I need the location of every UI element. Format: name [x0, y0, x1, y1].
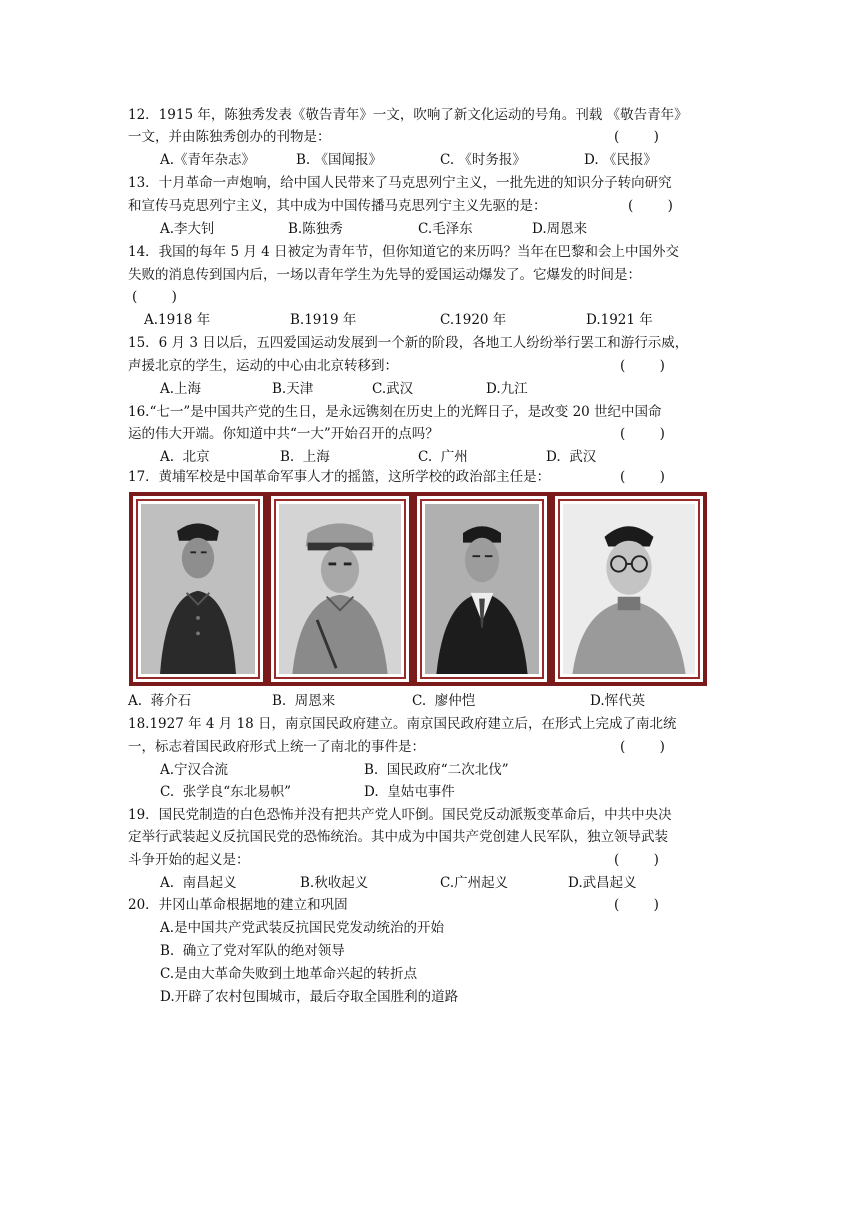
- q15-text-line2: 声援北京的学生，运动的中心由北京转移到：: [128, 358, 398, 374]
- q12-option-d: D. 《民报》: [584, 152, 657, 168]
- q16-option-d: D. 武汉: [546, 449, 597, 465]
- q13-text-line2: 和宣传马克思列宁主义，其中成为中国传播马克思列宁主义先驱的是：: [128, 198, 547, 214]
- q17-answer-blank: ( ): [620, 469, 665, 485]
- q13-option-c: C.毛泽东: [418, 221, 473, 237]
- q20-option-a: A.是中国共产党武装反抗国民党发动统治的开始: [160, 920, 445, 936]
- portrait-2-icon: [279, 504, 401, 674]
- q20-option-d: D.开辟了农村包围城市，最后夺取全国胜利的道路: [160, 989, 459, 1005]
- q15-text-line1: 15．6 月 3 日以后，五四爱国运动发展到一个新的阶段，各地工人纷纷举行罢工和游行示威，: [128, 335, 689, 351]
- q14-text-line1: 14．我国的每年 5 月 4 日被定为青年节，但你知道它的来历吗？当年在巴黎和会上中国外交: [128, 244, 680, 260]
- q14-option-c: C.1920 年: [440, 312, 507, 328]
- q13-text-line1: 13．十月革命一声炮响，给中国人民带来了马克思列宁主义，一批先进的知识分子转向研究: [128, 175, 672, 191]
- q15-option-d: D.九江: [486, 381, 528, 397]
- q14-option-a: A.1918 年: [144, 312, 211, 328]
- q12-option-a: A.《青年杂志》: [160, 152, 256, 168]
- q18-answer-blank: ( ): [620, 739, 665, 755]
- q16-option-b: B. 上海: [280, 449, 330, 465]
- q16-text-line2: 运的伟大开端。你知道中共“一大”开始召开的点吗？: [128, 426, 439, 442]
- portrait-4-icon: [563, 504, 695, 674]
- portrait-3-icon: [425, 504, 539, 674]
- q15-answer-blank: ( ): [620, 358, 665, 374]
- q19-option-c: C.广州起义: [440, 875, 509, 891]
- q12-option-b: B. 《国闻报》: [296, 152, 383, 168]
- q20-option-b: B. 确立了党对军队的绝对领导: [160, 943, 345, 959]
- q18-option-b: B. 国民政府“二次北伐”: [364, 762, 509, 778]
- q15-option-b: B.天津: [272, 381, 314, 397]
- q15-option-c: C.武汉: [372, 381, 414, 397]
- photo-frame-a: [129, 492, 267, 686]
- q19-option-b: B.秋收起义: [300, 875, 369, 891]
- q17-option-c: C. 廖仲恺: [412, 693, 476, 709]
- q13-option-a: A.李大钊: [160, 221, 215, 237]
- q19-answer-blank: ( ): [614, 852, 659, 868]
- q18-text-line1: 18.1927 年 4 月 18 日，南京国民政府建立。南京国民政府建立后，在形式上完成了南北统: [128, 716, 677, 732]
- q16-option-c: C. 广州: [418, 449, 468, 465]
- q17-option-a: A. 蒋介石: [128, 693, 192, 709]
- q17-option-d: D.恽代英: [590, 693, 646, 709]
- q18-option-d: D. 皇姑屯事件: [364, 784, 455, 800]
- q20-text-line1: 20．井冈山革命根据地的建立和巩固: [128, 897, 348, 913]
- photo-frame-b: [267, 492, 413, 686]
- photo-frame-c: [413, 492, 551, 686]
- portrait-1-icon: [141, 504, 255, 674]
- q12-text-line1: 12．1915 年，陈独秀发表《敬告青年》一文，吹响了新文化运动的号角。刊载 《敬告青年》: [128, 107, 688, 123]
- q14-text-line2: 失败的消息传到国内后，一场以青年学生为先导的爱国运动爆发了。它爆发的时间是：: [128, 267, 641, 283]
- q12-answer-blank: ( ): [614, 129, 659, 145]
- q16-answer-blank: ( ): [620, 426, 665, 442]
- q13-option-b: B.陈独秀: [288, 221, 343, 237]
- q12-option-c: C. 《时务报》: [440, 152, 526, 168]
- q20-option-c: C.是由大革命失败到土地革命兴起的转折点: [160, 966, 418, 982]
- q18-option-c: C. 张学良“东北易帜”: [160, 784, 292, 800]
- q19-text-line1: 19．国民党制造的白色恐怖并没有把共产党人吓倒。国民党反动派叛变革命后，中共中央决: [128, 807, 672, 823]
- q18-text-line2: 一，标志着国民政府形式上统一了南北的事件是：: [128, 739, 425, 755]
- q19-option-a: A. 南昌起义: [160, 875, 237, 891]
- photo-frame-d: [551, 492, 707, 686]
- q19-text-line2: 定举行武装起义反抗国民党的恐怖统治。其中成为中国共产党创建人民军队，独立领导武装: [128, 829, 668, 845]
- q20-answer-blank: ( ): [614, 897, 659, 913]
- q13-option-d: D.周恩来: [532, 221, 588, 237]
- q19-option-d: D.武昌起义: [568, 875, 637, 891]
- q16-option-a: A. 北京: [160, 449, 210, 465]
- q17-text-line1: 17．黄埔军校是中国革命军事人才的摇篮，这所学校的政治部主任是：: [128, 469, 551, 485]
- q15-option-a: A.上海: [160, 381, 202, 397]
- q14-answer-blank: ( ): [132, 289, 177, 305]
- q19-text-line3: 斗争开始的起义是：: [128, 852, 250, 868]
- q12-text-line2: 一文，并由陈独秀创办的刊物是：: [128, 129, 331, 145]
- q14-option-b: B.1919 年: [290, 312, 357, 328]
- q14-option-d: D.1921 年: [586, 312, 653, 328]
- q17-option-b: B. 周恩来: [272, 693, 336, 709]
- q18-option-a: A.宁汉合流: [160, 762, 229, 778]
- q16-text-line1: 16.“七一”是中国共产党的生日，是永远镌刻在历史上的光辉日子，是改变 20 世纪中国命: [128, 404, 662, 420]
- q13-answer-blank: ( ): [628, 198, 673, 214]
